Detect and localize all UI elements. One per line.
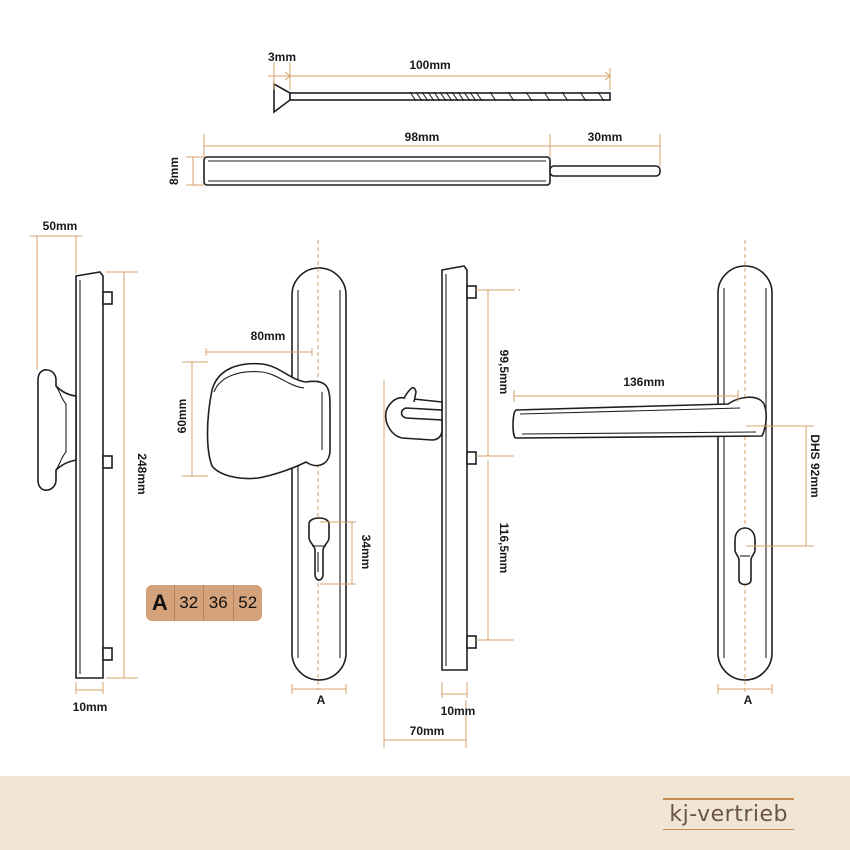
- plate-width-a1-label: A: [316, 693, 326, 707]
- knob-width-label: 80mm: [250, 329, 286, 343]
- screw-head-label: 3mm: [267, 50, 297, 64]
- side-view-knob: [30, 236, 138, 694]
- size-value-1: 32: [174, 585, 204, 621]
- size-value-2: 36: [203, 585, 233, 621]
- plate-width-a2-label: A: [743, 693, 753, 707]
- footer-band: [0, 776, 850, 850]
- brand-logo: kj-vertrieb: [669, 798, 788, 830]
- knob-projection-label: 50mm: [42, 219, 78, 233]
- side-view-lever: [384, 266, 520, 748]
- size-value-3: 52: [233, 585, 263, 621]
- plate-height-label: 248mm: [135, 453, 149, 495]
- lever-projection-label: 70mm: [409, 724, 445, 738]
- spindle-pin-label: 30mm: [587, 130, 623, 144]
- cylinder-hole-label: 34mm: [359, 534, 373, 570]
- plate-thickness-center-label: 10mm: [440, 704, 476, 718]
- knob-height-label: 60mm: [175, 398, 189, 434]
- plate-width-size-table: [146, 585, 262, 621]
- knob-front-view: [182, 240, 356, 694]
- screw-length-label: 100mm: [409, 58, 451, 72]
- spindle-body-label: 98mm: [404, 130, 440, 144]
- fixing-lower-label: 116,5mm: [497, 522, 511, 574]
- plate-thickness-left-label: 10mm: [72, 700, 108, 714]
- spindle-square-label: 8mm: [167, 156, 181, 186]
- fixing-upper-label: 99,5mm: [497, 349, 511, 395]
- size-table-letter: A: [151, 590, 168, 615]
- lever-front-view: [513, 240, 814, 694]
- lever-length-label: 136mm: [623, 375, 665, 389]
- dhs-label: DHS 92mm: [808, 434, 822, 498]
